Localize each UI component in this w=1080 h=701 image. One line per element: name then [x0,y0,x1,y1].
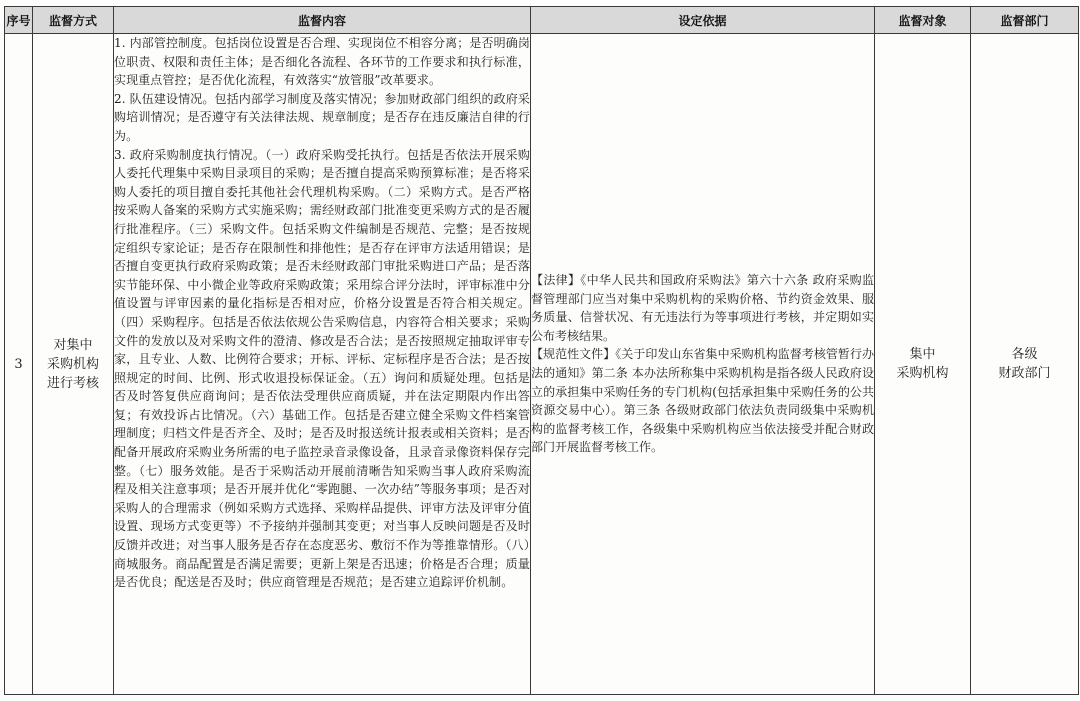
content-paragraph: 2. 队伍建设情况。包括内部学习制度及落实情况；参加财政部门组织的政府采购培训情况；是否遵守有关法律法规、规章制度；是否存在违反廉洁自律的行为。 [114,91,530,143]
row-method [33,34,114,695]
target-line: 采购机构 [896,366,949,381]
table-row [5,34,1079,695]
header-content: 监督内容 [114,7,531,34]
supervision-table [4,6,1079,695]
target-line: 集中 [909,347,936,362]
department-line: 财政部门 [998,366,1051,381]
content-paragraph: 1. 内部管控制度。包括岗位设置是否合理、实现岗位不相容分离；是否明确岗位职责、权限和责任主体；是否细化各流程、各环节的工作要求和执行标准，实现重点管控；是否优化流程，有效落实“放管服”改革要求。 [114,36,530,88]
header-target: 监督对象 [875,7,971,34]
method-line: 采购机构 [46,356,99,372]
header-row [5,7,1079,34]
row-department [971,34,1079,695]
row-index: 3 [5,34,33,695]
method-line: 进行考核 [46,375,99,391]
content-paragraph: 3. 政府采购制度执行情况。（一）政府采购受托执行。包括是否依法开展采购人委托代理集中采购目录项目的采购；是否擅自提高采购预算标准；是否将采购人委托的项目擅自委托其他社会代理机构采购。（二）采购方式。是否严格按采购人备案的采购方式实施采购；需经财政部门批准变更采购方式的是否履行批准程序。（三）采购文件。包括采购文件编制是否规范、完整；是否按规定组织专家论证；是否存在限制性和排他性；是否存在评审方法适用错误；是否擅自变更执行政府采购政策；是否未经财政部门审批采购进口产品；是否落实节能环保、中小微企业等政府采购政策；采用综合评分法时，评审标准中分值设置与评审因素的量化指标是否相对应，价格分设置是否符合相关规定。（四）采购程序。包括是否依法依规公告采购信息，内容符合相关要求；采购文件的发放以及对采购文件的澄清、修改是否合法；是否按照规定抽取评审专家，且专业、人数、比例符合要求；开标、评标、定标程序是否合法；是否按照规定的时间、比例、形式收退投标保证金。（五）询问和质疑处理。包括是否及时答复供应商询问；是否依法受理供应商质疑，并在法定期限内作出答复；有效投诉占比情况。（六）基础工作。包括是否建立健全采购文件档案管理制度；归档文件是否齐全、及时；是否及时报送统计报表或相关资料；是否配备开展政府采购业务所需的电子监控录音录像设备，且录音录像资料保存完整。（七）服务效能。是否于采购活动开展前清晰告知采购当事人政府采购流程及相关注意事项；是否开展并优化“零跑腿、一次办结”等服务事项；是否对采购人的合理需求（例如采购方式选择、采购样品提供、评审方法及评审分值设置、现场方式变更等）不予接纳并强制其变更；对当事人反映问题是否及时反馈并改进；对当事人服务是否存在态度恶劣、敷衍不作为等推靠情形。（八）商城服务。商品配置是否满足需要；更新上架是否迅速；价格是否合理；质量是否优良；配送是否及时；供应商管理是否规范；是否建立追踪评价机制。 [114,147,530,590]
basis-paragraph: 【法律】《中华人民共和国政府采购法》第六十六条 政府采购监督管理部门应当对集中采购机构的采购价格、节约资金效果、服务质量、信誉状况、有无违法行为等事项进行考核，并定期如实公布考核结果。 [531,273,874,343]
row-target [875,34,971,695]
header-department: 监督部门 [971,7,1079,34]
department-line: 各级 [1011,347,1038,362]
header-index: 序号 [5,7,33,34]
basis-paragraph: 【规范性文件】《关于印发山东省集中采购机构监督考核管暂行办法的通知》第二条 本办法所称集中采购机构是指各级人民政府设立的承担集中采购任务的专门机构(包括承担集中采购任务的公共资源交易中心）。第三条 各级财政部门依法负责同级集中采购机构的监督考核工作，各级集中采购机构应当依法接受并配合财政部门开展监督考核工作。 [531,347,874,455]
header-method: 监督方式 [33,7,114,34]
row-content [114,34,531,695]
method-line: 对集中 [53,337,93,353]
row-basis [531,34,875,695]
header-basis: 设定依据 [531,7,875,34]
